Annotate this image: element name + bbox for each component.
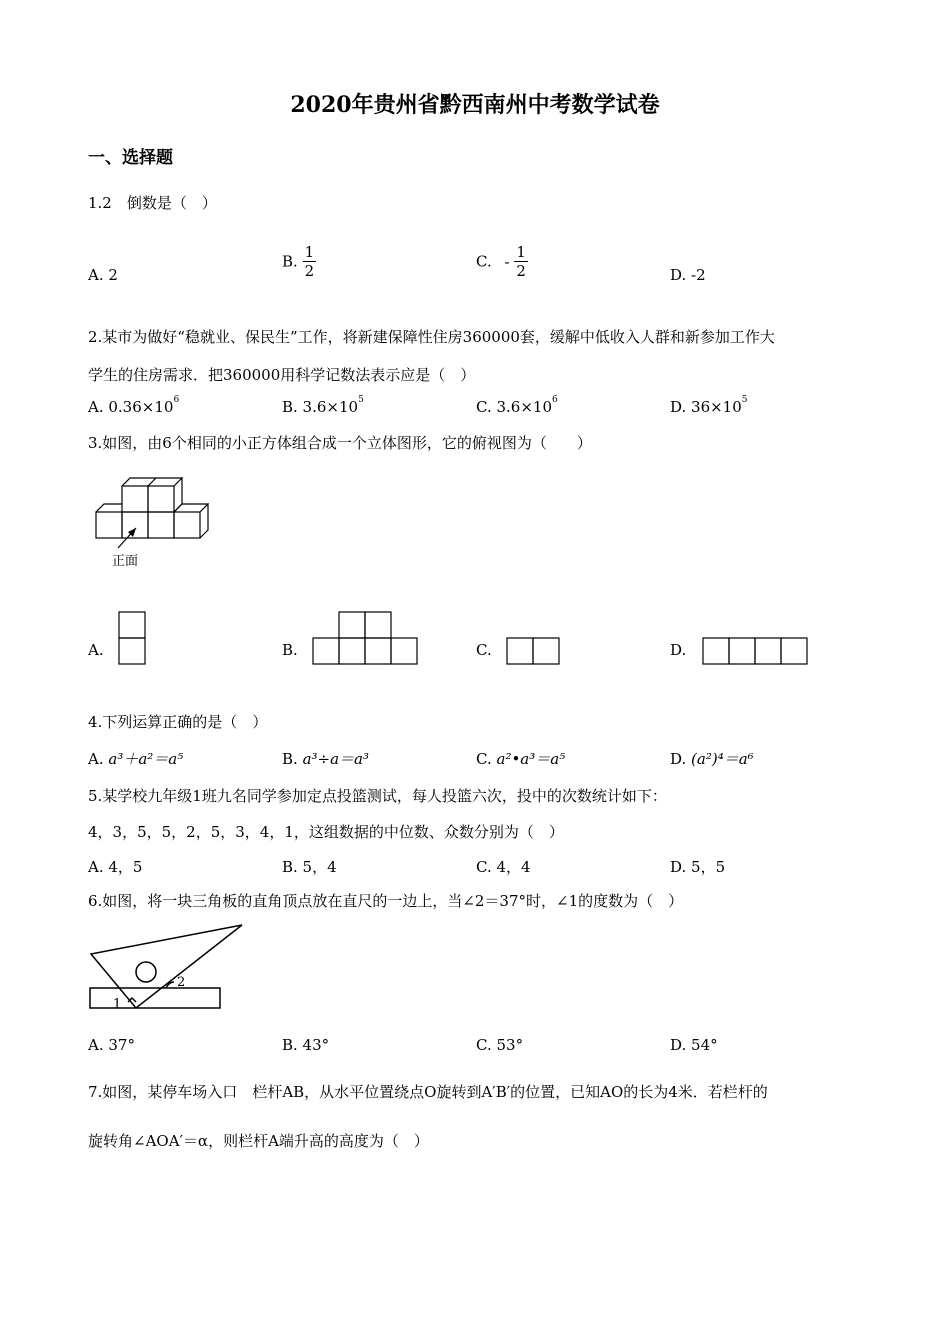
q4-option-a-expression: a³＋a²＝a⁵ <box>108 750 184 768</box>
q4-option-c-expression: a²•a³＝a⁵ <box>496 750 566 768</box>
q3-option-a: A. <box>88 641 104 659</box>
question-1-stem: 1.2 倒数是（ ） <box>88 194 217 212</box>
question-5-stem: 5.某学校九年级1班九名同学参加定点投篮测试，每人投篮六次，投中的次数统计如下： <box>88 787 667 805</box>
exponent: 5 <box>358 395 364 405</box>
q3-front-label: 正面 <box>112 554 139 569</box>
exponent: 6 <box>173 395 180 405</box>
question-5-data: 4，3，5，5，2，5，3，4，1，这组数据的中位数、众数分别为（ ） <box>88 823 564 841</box>
q2-option-a <box>88 395 180 416</box>
q4-option-a <box>88 748 183 769</box>
q3-option-a-figure <box>118 611 148 667</box>
q2-option-d <box>670 395 748 416</box>
q6-option-c: C. 53° <box>476 1036 524 1054</box>
question-3-stem: 3.如图，由6个相同的小正方体组合成一个立体图形，它的俯视图为（ ） <box>88 434 592 452</box>
q1-option-a: A. 2 <box>88 266 118 284</box>
q4-option-c-label: C. <box>476 750 492 768</box>
q4-option-b-expression: a³÷a＝a³ <box>302 750 370 768</box>
fraction-denominator: 2 <box>516 262 526 280</box>
question-4-stem: 4.下列运算正确的是（ ） <box>88 713 268 731</box>
section-heading: 一、选择题 <box>88 148 173 168</box>
q4-option-b-label: B. <box>282 750 298 768</box>
q1-option-b-fraction <box>303 243 317 280</box>
q3-cube-figure <box>90 472 220 572</box>
q3-option-b-figure <box>312 611 420 667</box>
q6-triangle-ruler-figure <box>86 920 246 1014</box>
q5-option-a: A. 4，5 <box>88 858 143 876</box>
q1-option-c <box>476 243 528 280</box>
q2-option-a-text: A. 0.36×10 <box>88 398 174 416</box>
question-6-stem: 6.如图，将一块三角板的直角顶点放在直尺的一边上，当∠2＝37°时，∠1的度数为（ ） <box>88 892 684 910</box>
q1-option-b <box>282 243 316 280</box>
q2-option-c-text: C. 3.6×10 <box>476 398 552 416</box>
q6-option-b: B. 43° <box>282 1036 330 1054</box>
q2-option-c <box>476 395 558 416</box>
question-7-line-2: 旋转角∠AOA′＝α，则栏杆A端升高的高度为（ ） <box>88 1132 429 1150</box>
angle-1-label: 1 <box>113 997 122 1012</box>
q1-option-b-label: B. <box>282 252 298 271</box>
q1-option-c-fraction <box>514 243 528 280</box>
q4-option-d-label: D. <box>670 750 687 768</box>
q5-option-c: C. 4，4 <box>476 858 531 876</box>
exponent: 6 <box>552 395 558 405</box>
q4-option-d-expression: (a²)⁴＝a⁶ <box>691 750 754 768</box>
fraction-numerator: 1 <box>304 243 315 261</box>
q1-option-c-sign: - <box>504 252 510 271</box>
angle-2-label: 2 <box>177 975 186 990</box>
q1-option-c-label: C. <box>476 252 492 271</box>
q3-option-d: D. <box>670 641 687 659</box>
exponent: 5 <box>741 395 748 405</box>
q5-option-b: B. 5，4 <box>282 858 337 876</box>
q4-option-d <box>670 748 754 769</box>
question-7-line-1: 7.如图，某停车场入口 栏杆AB，从水平位置绕点O旋转到A′B′的位置，已知AO的长为4米．若栏杆的 <box>88 1083 768 1101</box>
q3-option-c-figure <box>506 637 562 667</box>
q3-option-d-figure <box>702 637 810 667</box>
q1-option-d: D. -2 <box>670 266 706 284</box>
q2-option-b <box>282 395 364 416</box>
q4-option-a-label: A. <box>88 750 104 768</box>
q6-option-d: D. 54° <box>670 1036 718 1054</box>
q2-option-b-text: B. 3.6×10 <box>282 398 359 416</box>
fraction-denominator: 2 <box>304 262 315 280</box>
q2-option-d-text: D. 36×10 <box>670 398 742 416</box>
q4-option-c <box>476 748 565 769</box>
question-2-line-1: 2.某市为做好“稳就业、保民生”工作，将新建保障性住房360000套，缓解中低收入人群和新参加工作大 <box>88 328 775 346</box>
fraction-numerator: 1 <box>516 243 526 261</box>
q5-option-d: D. 5，5 <box>670 858 726 876</box>
q3-option-c: C. <box>476 641 492 659</box>
q4-option-b <box>282 748 369 769</box>
q3-option-b: B. <box>282 641 298 659</box>
page-title: 2020年贵州省黔西南州中考数学试卷 <box>290 92 660 118</box>
q6-option-a: A. 37° <box>88 1036 135 1054</box>
question-2-line-2: 学生的住房需求．把360000用科学记数法表示应是（ ） <box>88 366 476 384</box>
